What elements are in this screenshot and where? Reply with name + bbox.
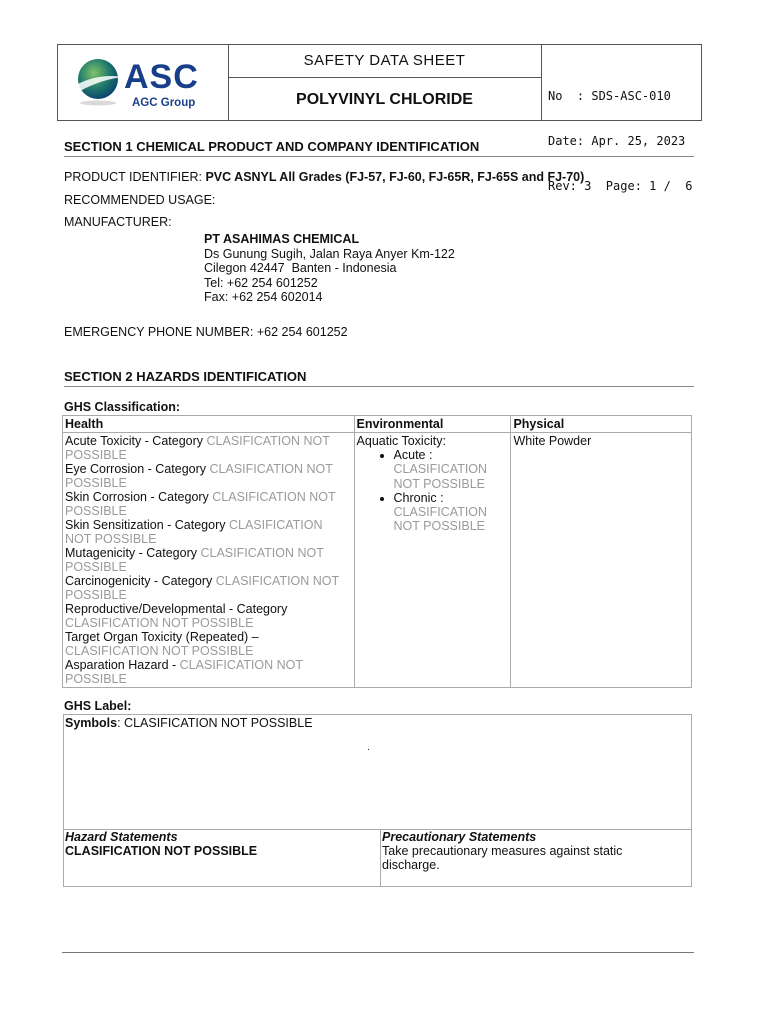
logo-cell [58, 45, 229, 120]
dot: . [367, 742, 370, 753]
doc-date: Date: Apr. 25, 2023 [548, 134, 686, 148]
product-identifier-label: PRODUCT IDENTIFIER: [64, 170, 206, 184]
health-cell [63, 433, 355, 688]
product-title: POLYVINYL CHLORIDE [296, 91, 473, 108]
health-item: Asparation Hazard - CLASIFICATION NOT POSSIBLE [65, 658, 303, 686]
precaution-heading: Precautionary Statements [382, 830, 537, 844]
list-item: • Acute : CLASIFICATION NOT POSSIBLE [394, 448, 509, 491]
logo-wordmark: ASC [124, 58, 199, 96]
hazard-heading: Hazard Statements [65, 830, 178, 844]
section2-title: SECTION 2 HAZARDS IDENTIFICATION [64, 369, 694, 387]
physical-cell: White Powder [511, 433, 692, 688]
product-identifier [64, 170, 584, 184]
health-item: Mutagenicity - Category CLASIFICATION NOT POSSIBLE [65, 546, 324, 574]
doc-revision: Rev: 3 Page: 1 / 6 [548, 179, 693, 193]
manufacturer-name: PT ASAHIMAS CHEMICAL [204, 232, 360, 246]
precaution-value: Take precautionary measures against static discharge. [382, 844, 623, 872]
emergency-phone: EMERGENCY PHONE NUMBER: +62 254 601252 [64, 325, 348, 339]
column-physical: Physical [511, 416, 692, 433]
column-health: Health [63, 416, 355, 433]
doc-type: SAFETY DATA SHEET [228, 45, 541, 78]
health-item: Skin Sensitization - Category CLASIFICATION NOT POSSIBLE [65, 518, 323, 546]
hazard-value: CLASIFICATION NOT POSSIBLE [65, 844, 258, 858]
precautionary-statements [382, 830, 672, 872]
fax: Fax: +62 254 602014 [204, 290, 323, 304]
symbols-line [65, 716, 313, 730]
health-item: Acute Toxicity - Category CLASIFICATION NOT POSSIBLE [65, 434, 330, 462]
hazard-statements [65, 830, 375, 858]
title-cell [228, 45, 542, 120]
ghs-label-box [63, 714, 692, 887]
health-item: Skin Corrosion - Category CLASIFICATION NOT POSSIBLE [65, 490, 336, 518]
ghs-classification-table [62, 415, 692, 688]
health-item: Reproductive/Developmental - Category CLASIFICATION NOT POSSIBLE [65, 602, 288, 630]
ghs-classification-label: GHS Classification: [64, 400, 180, 414]
footer-divider [62, 952, 694, 953]
environmental-cell [354, 433, 511, 688]
divider [380, 829, 381, 887]
list-item: • Chronic : CLASIFICATION NOT POSSIBLE [394, 491, 509, 534]
address-line-2: Cilegon 42447 Banten - Indonesia [204, 261, 397, 275]
doc-number: No : SDS-ASC-010 [548, 89, 671, 103]
manufacturer-block [204, 232, 455, 305]
recommended-usage-label: RECOMMENDED USAGE: [64, 193, 216, 207]
column-environmental: Environmental [354, 416, 511, 433]
address-line-1: Ds Gunung Sugih, Jalan Raya Anyer Km-122 [204, 246, 455, 261]
symbols-label: Symbols [65, 716, 118, 730]
ghs-label-heading: GHS Label: [64, 699, 132, 713]
health-item: Carcinogenicity - Category CLASIFICATION NOT POSSIBLE [65, 574, 339, 602]
product-identifier-value: PVC ASNYL All Grades (FJ-57, FJ-60, FJ-65R, FJ-65S and FJ-70) [205, 170, 585, 184]
manufacturer-label: MANUFACTURER: [64, 215, 172, 229]
section1-title: SECTION 1 CHEMICAL PRODUCT AND COMPANY IDENTIFICATION [64, 139, 694, 157]
aquatic-toxicity-heading: Aquatic Toxicity: [356, 434, 446, 448]
health-item: Eye Corrosion - Category CLASIFICATION NOT POSSIBLE [65, 462, 333, 490]
health-item: Target Organ Toxicity (Repeated) – CLASIFICATION NOT POSSIBLE [65, 630, 259, 658]
symbols-value: : CLASIFICATION NOT POSSIBLE [117, 716, 313, 730]
aquatic-toxicity-list [357, 448, 509, 534]
logo-subtitle: AGC Group [132, 97, 196, 109]
telephone: Tel: +62 254 601252 [204, 275, 318, 290]
